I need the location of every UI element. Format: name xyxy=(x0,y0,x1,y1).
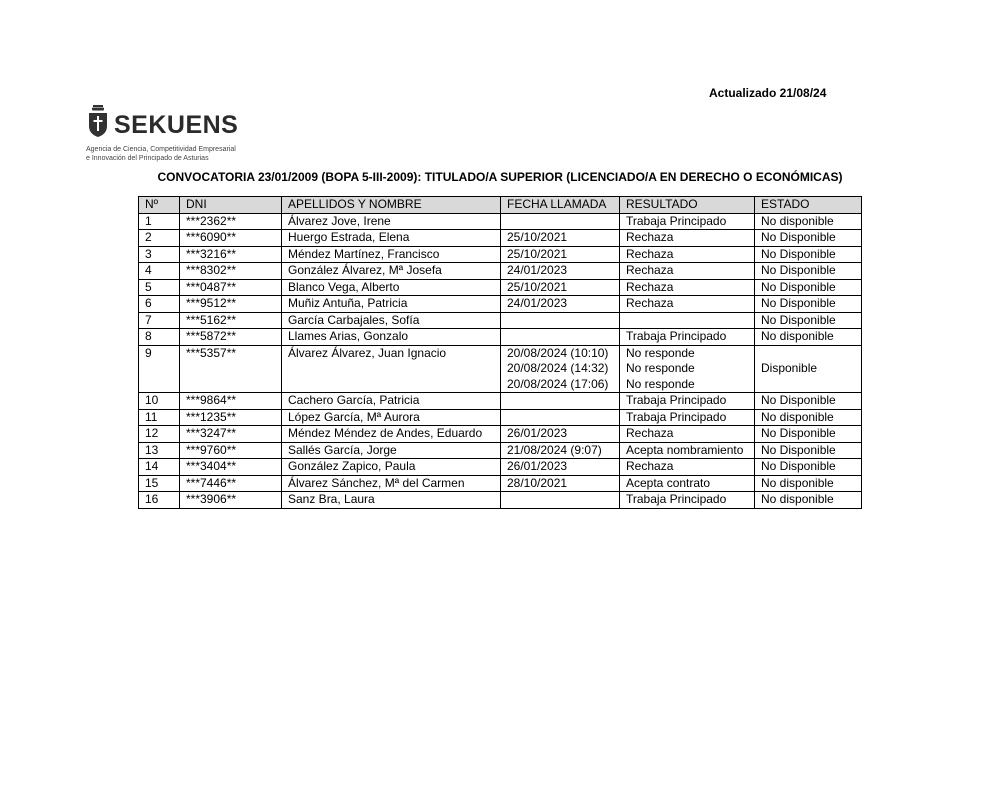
cell-status: No Disponible xyxy=(755,459,862,476)
cell-name: González Álvarez, Mª Josefa xyxy=(282,263,501,280)
cell-status: No Disponible xyxy=(755,230,862,247)
cell-number: 10 xyxy=(139,393,180,410)
cell-dni: ***5872** xyxy=(180,329,282,346)
cell-call-date-line: 20/08/2024 (14:32) xyxy=(507,361,609,375)
cell-status: No disponible xyxy=(755,475,862,492)
cell-dni: ***3404** xyxy=(180,459,282,476)
asturias-crest-icon xyxy=(86,104,110,138)
cell-dni: ***9864** xyxy=(180,393,282,410)
table-row xyxy=(139,213,862,230)
table-row xyxy=(139,246,862,263)
cell-name: González Zapico, Paula xyxy=(282,459,501,476)
cell-result xyxy=(620,393,755,410)
cell-dni: ***9512** xyxy=(180,296,282,313)
cell-result xyxy=(620,442,755,459)
cell-result-line: Trabaja Principado xyxy=(626,213,727,228)
cell-number: 16 xyxy=(139,492,180,509)
cell-dni: ***3216** xyxy=(180,246,282,263)
cell-number: 11 xyxy=(139,409,180,426)
table-row xyxy=(139,279,862,296)
cell-number: 5 xyxy=(139,279,180,296)
cell-result-line: Rechaza xyxy=(626,230,674,244)
header-result: RESULTADO xyxy=(620,197,755,214)
cell-result-line: No responde xyxy=(626,361,695,375)
cell-status: No Disponible xyxy=(755,312,862,329)
cell-call-date xyxy=(501,459,620,476)
cell-call-date-line xyxy=(507,214,613,230)
logo-tagline xyxy=(86,145,296,163)
cell-call-date xyxy=(501,263,620,280)
cell-dni: ***3247** xyxy=(180,426,282,443)
table-row xyxy=(139,475,862,492)
cell-result-line xyxy=(626,313,748,329)
cell-dni: ***5357** xyxy=(180,345,282,393)
cell-status: No Disponible xyxy=(755,426,862,443)
cell-result-line: Trabaja Principado xyxy=(626,329,727,343)
cell-call-date xyxy=(501,492,620,509)
cell-name: Huergo Estrada, Elena xyxy=(282,230,501,247)
cell-status: No Disponible xyxy=(755,393,862,410)
cell-call-date xyxy=(501,312,620,329)
cell-number: 1 xyxy=(139,213,180,230)
cell-call-date-line: 26/01/2023 xyxy=(507,459,568,473)
cell-result-line: No responde xyxy=(626,376,695,391)
cell-result-line: Trabaja Principado xyxy=(626,492,727,506)
logo-tagline-line1: Agencia de Ciencia, Competitividad Empresarial xyxy=(86,146,236,153)
cell-status: No disponible xyxy=(755,492,862,509)
candidates-table xyxy=(138,196,862,509)
cell-name: Álvarez Álvarez, Juan Ignacio xyxy=(282,345,501,393)
cell-call-date-line: 28/10/2021 xyxy=(507,475,568,490)
table-header-row xyxy=(139,197,862,214)
cell-status: No Disponible xyxy=(755,279,862,296)
cell-dni: ***7446** xyxy=(180,475,282,492)
cell-dni: ***9760** xyxy=(180,442,282,459)
cell-status: No Disponible xyxy=(755,263,862,280)
cell-result xyxy=(620,345,755,393)
cell-call-date xyxy=(501,246,620,263)
cell-call-date xyxy=(501,345,620,393)
cell-dni: ***2362** xyxy=(180,213,282,230)
cell-dni: ***1235** xyxy=(180,409,282,426)
cell-call-date-line: 26/01/2023 xyxy=(507,426,568,440)
cell-status: No Disponible xyxy=(755,442,862,459)
cell-call-date-line: 24/01/2023 xyxy=(507,296,568,310)
cell-result xyxy=(620,230,755,247)
cell-status: Disponible xyxy=(755,345,862,393)
cell-result-line: Acepta nombramiento xyxy=(626,442,744,457)
header-name: APELLIDOS Y NOMBRE xyxy=(282,197,501,214)
cell-status: No disponible xyxy=(755,409,862,426)
table-row xyxy=(139,345,862,393)
table-row xyxy=(139,312,862,329)
cell-result xyxy=(620,296,755,313)
cell-name: Álvarez Sánchez, Mª del Carmen xyxy=(282,475,501,492)
cell-number: 7 xyxy=(139,312,180,329)
cell-result xyxy=(620,246,755,263)
header-status: ESTADO xyxy=(755,197,862,214)
cell-call-date xyxy=(501,296,620,313)
cell-result-line: Acepta contrato xyxy=(626,475,711,490)
cell-name: Méndez Méndez de Andes, Eduardo xyxy=(282,426,501,443)
table-row xyxy=(139,409,862,426)
cell-result-line: Rechaza xyxy=(626,279,674,294)
header-dni: DNI xyxy=(180,197,282,214)
cell-dni: ***6090** xyxy=(180,230,282,247)
cell-result xyxy=(620,312,755,329)
cell-dni: ***8302** xyxy=(180,263,282,280)
cell-name: García Carbajales, Sofía xyxy=(282,312,501,329)
cell-name: Llames Arias, Gonzalo xyxy=(282,329,501,346)
cell-status: No disponible xyxy=(755,329,862,346)
cell-call-date xyxy=(501,393,620,410)
cell-result xyxy=(620,279,755,296)
cell-number: 3 xyxy=(139,246,180,263)
cell-call-date-line: 25/10/2021 xyxy=(507,279,568,294)
cell-result-line: Trabaja Principado xyxy=(626,393,727,407)
cell-call-date-line: 20/08/2024 (10:10) xyxy=(507,345,609,360)
cell-status: No Disponible xyxy=(755,246,862,263)
cell-dni: ***0487** xyxy=(180,279,282,296)
cell-call-date xyxy=(501,329,620,346)
table-row xyxy=(139,492,862,509)
cell-call-date xyxy=(501,475,620,492)
cell-name: Sallés García, Jorge xyxy=(282,442,501,459)
cell-result-line: Trabaja Principado xyxy=(626,409,727,424)
table-row xyxy=(139,426,862,443)
cell-name: Muñiz Antuña, Patricia xyxy=(282,296,501,313)
cell-number: 15 xyxy=(139,475,180,492)
header-number: Nº xyxy=(139,197,180,214)
cell-call-date xyxy=(501,213,620,230)
table-row xyxy=(139,296,862,313)
cell-name: López García, Mª Aurora xyxy=(282,409,501,426)
cell-result xyxy=(620,492,755,509)
updated-date: Actualizado 21/08/24 xyxy=(709,86,827,100)
cell-result xyxy=(620,426,755,443)
cell-status: No disponible xyxy=(755,213,862,230)
cell-status: No Disponible xyxy=(755,296,862,313)
cell-number: 2 xyxy=(139,230,180,247)
cell-call-date-line xyxy=(507,393,613,409)
cell-number: 8 xyxy=(139,329,180,346)
cell-result xyxy=(620,459,755,476)
logo-wordmark: SEKUENS xyxy=(114,111,239,139)
cell-call-date-line: 21/08/2024 (9:07) xyxy=(507,442,602,457)
cell-number: 6 xyxy=(139,296,180,313)
cell-number: 9 xyxy=(139,345,180,393)
cell-result-line: No responde xyxy=(626,345,695,360)
table-row xyxy=(139,459,862,476)
logo-tagline-line2: e Innovación del Principado de Asturias xyxy=(86,155,209,162)
cell-call-date xyxy=(501,409,620,426)
table-row xyxy=(139,230,862,247)
cell-result xyxy=(620,213,755,230)
cell-call-date xyxy=(501,442,620,459)
cell-result-line: Rechaza xyxy=(626,263,674,277)
cell-name: Blanco Vega, Alberto xyxy=(282,279,501,296)
cell-call-date-line: 20/08/2024 (17:06) xyxy=(507,376,609,391)
cell-result-line: Rechaza xyxy=(626,246,674,261)
table-row xyxy=(139,263,862,280)
cell-number: 4 xyxy=(139,263,180,280)
cell-result-line: Rechaza xyxy=(626,426,674,440)
cell-name: Méndez Martínez, Francisco xyxy=(282,246,501,263)
cell-name: Sanz Bra, Laura xyxy=(282,492,501,509)
cell-number: 13 xyxy=(139,442,180,459)
cell-result xyxy=(620,475,755,492)
cell-dni: ***5162** xyxy=(180,312,282,329)
cell-call-date-line xyxy=(507,410,613,426)
cell-call-date-line: 25/10/2021 xyxy=(507,230,568,244)
cell-name: Cachero García, Patricia xyxy=(282,393,501,410)
table-row xyxy=(139,442,862,459)
cell-number: 14 xyxy=(139,459,180,476)
table-body xyxy=(139,213,862,508)
cell-result xyxy=(620,409,755,426)
cell-call-date-line xyxy=(507,329,613,345)
cell-call-date-line xyxy=(507,492,613,508)
document-title: CONVOCATORIA 23/01/2009 (BOPA 5-III-2009): TITULADO/A SUPERIOR (LICENCIADO/A EN DERECHO O ECONÓMICAS) xyxy=(157,170,843,184)
cell-call-date xyxy=(501,279,620,296)
cell-call-date-line: 24/01/2023 xyxy=(507,263,568,277)
cell-result-line: Rechaza xyxy=(626,296,674,310)
cell-result xyxy=(620,329,755,346)
cell-name: Álvarez Jove, Irene xyxy=(282,213,501,230)
cell-call-date-line: 25/10/2021 xyxy=(507,246,568,261)
table-row xyxy=(139,329,862,346)
cell-dni: ***3906** xyxy=(180,492,282,509)
cell-call-date xyxy=(501,230,620,247)
sekuens-logo xyxy=(86,104,286,166)
cell-result-line: Rechaza xyxy=(626,459,674,473)
cell-call-date xyxy=(501,426,620,443)
table-row xyxy=(139,393,862,410)
header-call-date: FECHA LLAMADA xyxy=(501,197,620,214)
cell-result xyxy=(620,263,755,280)
cell-call-date-line xyxy=(507,313,613,329)
cell-number: 12 xyxy=(139,426,180,443)
